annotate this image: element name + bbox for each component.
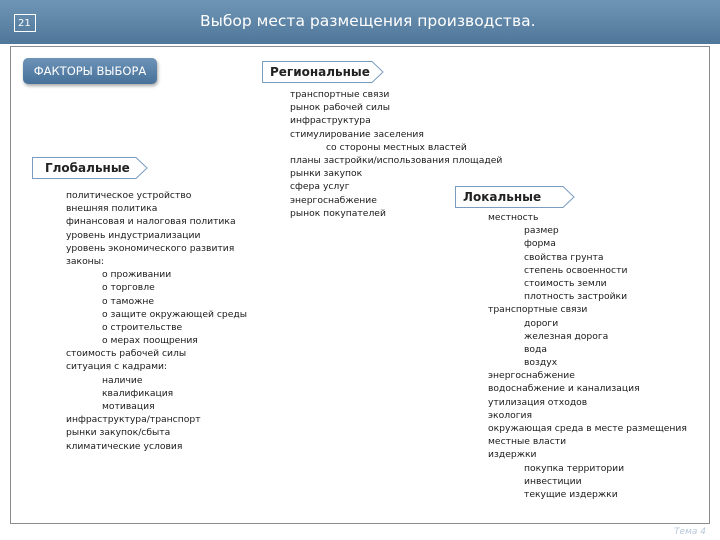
- regional-factor-item: инфраструктура: [290, 115, 371, 127]
- global-factor-item: о защите окружающей среды: [102, 308, 248, 320]
- local-factor-item: покупка территории: [524, 462, 625, 474]
- regional-factor-item: сфера услуг: [290, 181, 350, 193]
- local-factor-item: окружающая среда в месте размещения: [488, 423, 687, 434]
- factors-button[interactable]: ФАКТОРЫ ВЫБОРА: [23, 58, 157, 84]
- global-factor-item: климатические условия: [66, 440, 183, 452]
- global-factor-item: о таможне: [102, 295, 155, 307]
- global-factor-item: политическое устройство: [66, 190, 192, 201]
- regional-factor-item: рынок рабочей силы: [290, 102, 391, 114]
- local-factors-list: [488, 211, 687, 501]
- slide-number: 21: [14, 14, 36, 32]
- global-factor-item: о проживании: [102, 269, 172, 281]
- global-factor-item: внешняя политика: [66, 203, 158, 215]
- regional-factor-item: рынки закупок: [290, 168, 363, 180]
- local-factor-item: местность: [488, 212, 539, 223]
- regional-factor-item: транспортные связи: [290, 89, 390, 100]
- global-factor-item: о торговле: [102, 282, 155, 294]
- global-factor-item: законы:: [66, 255, 105, 267]
- local-factor-item: инвестиции: [524, 475, 582, 487]
- global-factor-item: рынки закупок/сбыта: [66, 427, 171, 439]
- regional-factor-item: рынок покупателей: [290, 207, 386, 219]
- global-factor-item: наличие: [102, 374, 143, 386]
- local-factor-item: транспортные связи: [488, 304, 588, 316]
- local-factor-item: издержки: [488, 449, 537, 461]
- local-factor-item: экология: [488, 409, 533, 421]
- global-tag-label: Глобальные: [45, 161, 130, 175]
- regional-tag-label: Региональные: [270, 65, 370, 79]
- regional-tag: [262, 61, 384, 83]
- global-factor-item: уровень индустриализации: [66, 229, 201, 241]
- global-factor-item: уровень экономического развития: [66, 242, 235, 254]
- local-factor-item: размер: [524, 225, 559, 237]
- global-factor-item: стоимость рабочей силы: [66, 348, 187, 360]
- global-factor-item: мотивация: [102, 401, 155, 412]
- global-factor-item: ситуация с кадрами:: [66, 361, 168, 373]
- global-factors-list: [66, 189, 247, 453]
- regional-factor-item: со стороны местных властей: [326, 141, 467, 153]
- global-factor-item: о строительстве: [102, 321, 183, 333]
- local-factor-item: дороги: [524, 317, 559, 329]
- local-factor-item: водоснабжение и канализация: [488, 383, 640, 395]
- global-factor-item: о мерах поощрения: [102, 335, 198, 347]
- local-factor-item: стоимость земли: [524, 277, 607, 289]
- regional-factor-item: стимулирование заселения: [290, 128, 424, 140]
- global-factor-item: квалификация: [102, 387, 174, 399]
- page-title: Выбор места размещения производства.: [200, 12, 536, 30]
- local-tag-label: Локальные: [463, 190, 542, 204]
- local-factor-item: текущие издержки: [524, 488, 618, 500]
- local-factor-item: энергоснабжение: [488, 370, 575, 382]
- global-tag: [32, 157, 148, 179]
- global-factor-item: инфраструктура/транспорт: [66, 414, 201, 426]
- local-factor-item: форма: [524, 238, 556, 250]
- local-factor-item: утилизация отходов: [488, 396, 588, 408]
- local-factor-item: воздух: [524, 357, 558, 369]
- local-factor-item: вода: [524, 343, 548, 355]
- local-factor-item: местные власти: [488, 436, 567, 448]
- local-factor-item: железная дорога: [524, 330, 609, 342]
- regional-factor-item: планы застройки/использования площадей: [290, 154, 503, 166]
- local-factor-item: свойства грунта: [524, 251, 604, 263]
- regional-factor-item: энергоснабжение: [290, 194, 377, 206]
- footer-topic: Тема 4: [674, 527, 706, 537]
- regional-factors-list: [290, 88, 502, 220]
- local-factor-item: плотность застройки: [524, 291, 628, 303]
- global-factor-item: финансовая и налоговая политика: [66, 216, 236, 228]
- local-factor-item: степень освоенности: [524, 264, 628, 276]
